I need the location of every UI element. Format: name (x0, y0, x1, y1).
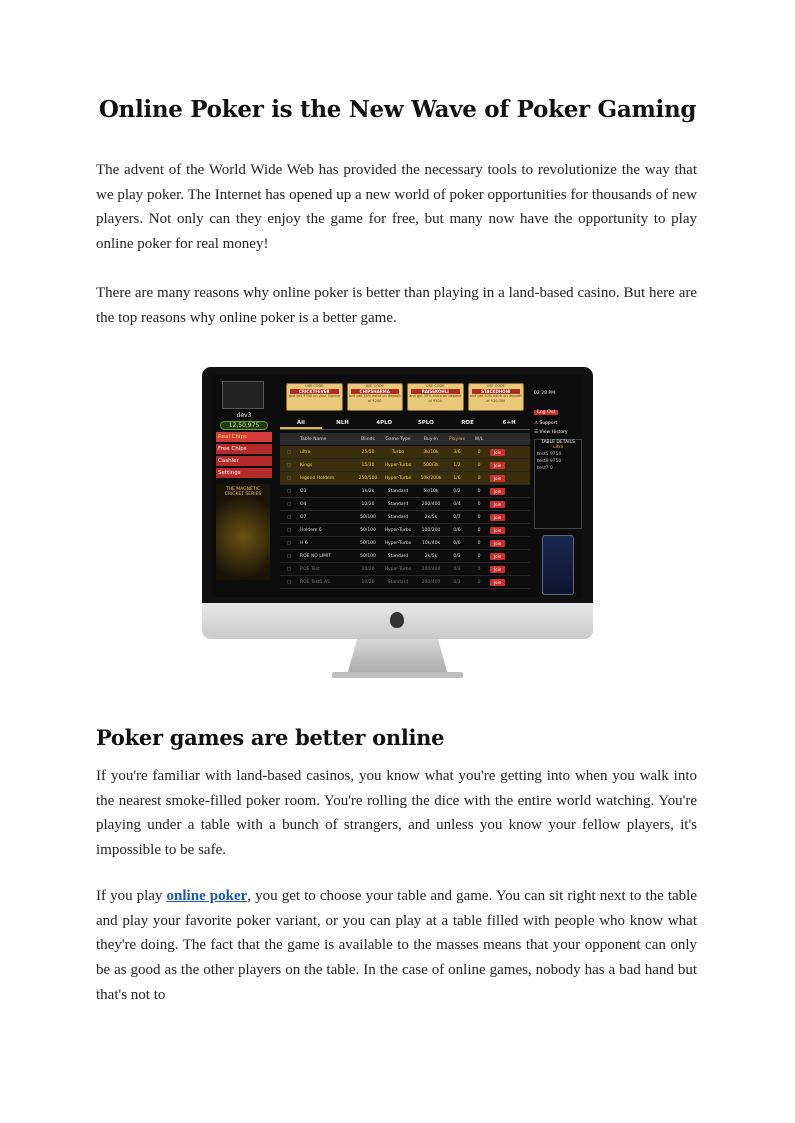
join-button: Join (490, 553, 505, 560)
tab-all: All (280, 417, 322, 429)
apple-logo-icon (390, 612, 404, 628)
lobby-sidebar (216, 381, 272, 591)
table-row: □ ROE NO LIMIT 50/100 Standard 2k/5k 0/3 0 Join (280, 550, 530, 563)
tab-4plo: 4PLO (376, 420, 393, 426)
cricket-promo-banner (216, 484, 270, 580)
table-row: □ Kings 15/30 Hyper-Turbo 500/3k 1/2 0 Join (280, 459, 530, 472)
mobile-app-promo (542, 535, 574, 595)
table-row: □ ROE Test5 A5 10/20 Standard 200/400 0/3 0 Join (280, 576, 530, 589)
table-row: □ H 6 50/100 Hyper-Turbo 10k/40k 0/6 0 Join (280, 537, 530, 550)
tables-grid (280, 433, 530, 589)
promo-code-card: USE CODE CRICKTFEVER and get ₹300 on your Signup (286, 383, 343, 411)
page-title: Online Poker is the New Wave of Poker Gaming (98, 96, 697, 123)
lobby-right-panel (534, 379, 582, 593)
lobby-username: dev3 (236, 412, 252, 419)
tab-roe: ROE (461, 420, 474, 426)
tables-rows (280, 446, 530, 589)
monitor-bezel (202, 367, 593, 605)
view-history-link: ☰ View History (534, 430, 568, 435)
promo-code-card: USE CODE CHIPSHARMA and get 35% extra on deposit of ₹200 (347, 383, 404, 411)
side-free-chips: Free Chips (216, 444, 272, 454)
promo-code-card: USE CODE RAISEKOHLI and get 35% extra on deposit of ₹500 (407, 383, 464, 411)
join-button: Join (490, 462, 505, 469)
monitor-stand (347, 639, 448, 675)
online-poker-paragraph: If you play online poker, you get to choose your table and game. You can sit right next to the table and play your favorite poker variant, or you can play at a table filled with people who know what they're doing. The fact that the game is available to the masses means that your opponent can only be as good as the other players on the table. In the case of online games, nobody has a bad hand but that's not to (96, 888, 697, 1003)
tab-6plus: 6+H (502, 420, 516, 426)
support-link: ⚠ Support (534, 421, 558, 426)
monitor-image (202, 367, 593, 681)
join-button: Join (490, 501, 505, 508)
tab-5plo: 5PLO (417, 420, 434, 426)
side-cashier: Cashier (216, 456, 272, 466)
join-button: Join (490, 566, 505, 573)
monitor-base (332, 672, 463, 678)
side-real-chips: Real Chips (216, 432, 272, 442)
land-casino-paragraph: If you're familiar with land-based casinos, you know what you're getting into when you walk into the nearest smoke-filled poker room. You're rolling the dice with the entire world watching. You're playing under a table with a bunch of strangers, and unless you know your fellow players, it's impossible to be safe. (96, 768, 697, 859)
join-button: Join (490, 579, 505, 586)
join-button: Join (490, 475, 505, 482)
table-details-panel: TABLE DETAILS ultra test5 9750 test9 9750 test7 0 (534, 439, 582, 529)
promo-codes (286, 383, 524, 411)
tables-header: Table Name Blinds Game Type Buy-In Players W/L (280, 433, 530, 445)
lobby-logo (222, 381, 264, 409)
table-row: □ O4 10/20 Standard 200/400 0/4 0 Join (280, 498, 530, 511)
game-tabs (280, 417, 530, 430)
join-button: Join (490, 449, 505, 456)
lobby-balance: 12,50,975 (220, 421, 268, 430)
monitor-chin (202, 603, 593, 639)
clock: 02:28 PM (534, 391, 555, 396)
join-button: Join (490, 514, 505, 521)
intro-paragraph: The advent of the World Wide Web has provided the necessary tools to revolutionize the way that we play poker. The Internet has opened up a new world of poker opportunities for thousands of new players. Not only can they enjoy the game for free, but many now have the opportunity to play online poker for real money! (96, 162, 697, 253)
table-row: □ legend Holdem 250/500 Hyper-Turbo 50k/200k 1/6 0 Join (280, 472, 530, 485)
logout-button: Log Out (534, 410, 558, 415)
promo-code-card: USE CODE STACKDHONI and get 10% extra on deposit of ₹10,000 (468, 383, 525, 411)
table-row: □ ROE Test 10/20 Hyper-Turbo 200/400 0/3 0 Join (280, 563, 530, 576)
online-poker-link[interactable]: online poker (166, 888, 248, 904)
tab-nlh: NLH (336, 420, 349, 426)
table-row: □ O3 1k/2k Standard 5k/10k 0/2 0 Join (280, 485, 530, 498)
join-button: Join (490, 540, 505, 547)
join-button: Join (490, 527, 505, 534)
section-heading: Poker games are better online (96, 725, 445, 750)
table-row: □ Holdem 6 50/100 Hyper-Turbo 100/200 0/6 0 Join (280, 524, 530, 537)
table-row: □ ultra 25/50 Turbo 3k/10k 3/6 0 Join (280, 446, 530, 459)
side-settings: Settings (216, 468, 272, 478)
poker-lobby-screenshot (212, 375, 583, 597)
table-row: □ O7 50/100 Standard 2k/5k 0/7 0 Join (280, 511, 530, 524)
promo-title: THE MAGNETIC CRICKET SERIES (224, 487, 262, 497)
reasons-paragraph: There are many reasons why online poker is better than playing in a land-based casino. But here are the top reasons why online poker is a better game. (96, 285, 697, 326)
join-button: Join (490, 488, 505, 495)
